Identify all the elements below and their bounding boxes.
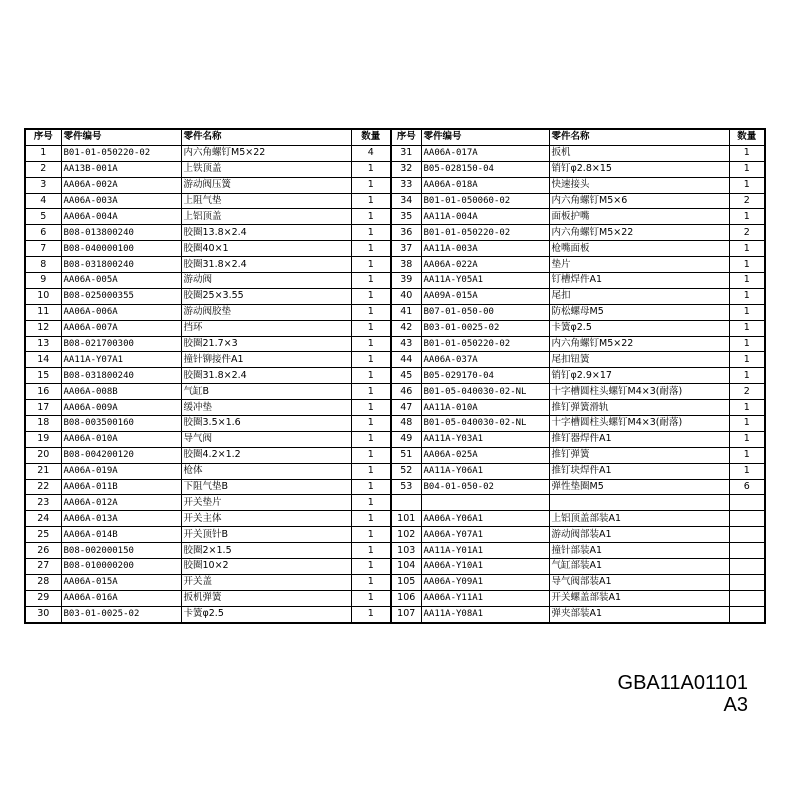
table-row [25, 431, 765, 447]
part-name-right: 上铝顶盖部装A1 [549, 511, 729, 527]
part-code-left: AA13B-001A [61, 161, 181, 177]
part-qty-left: 1 [351, 273, 391, 289]
part-qty-right: 6 [729, 479, 765, 495]
part-qty-right: 1 [729, 241, 765, 257]
table-header-row [25, 129, 765, 145]
part-qty-left: 1 [351, 241, 391, 257]
part-no-left: 6 [25, 225, 61, 241]
part-no-right: 42 [391, 320, 421, 336]
part-no-left: 3 [25, 177, 61, 193]
table-row [25, 606, 765, 622]
part-code-left: AA06A-005A [61, 273, 181, 289]
part-code-left: AA06A-019A [61, 463, 181, 479]
part-code-right: AA06A-018A [421, 177, 549, 193]
part-no-left: 26 [25, 543, 61, 559]
part-no-right: 36 [391, 225, 421, 241]
part-qty-right [729, 495, 765, 511]
part-no-left: 30 [25, 606, 61, 622]
part-no-right [391, 495, 421, 511]
part-name-right: 推钉弹簧滑轨 [549, 400, 729, 416]
table-row [25, 590, 765, 606]
part-no-right: 46 [391, 384, 421, 400]
part-code-left: AA06A-006A [61, 304, 181, 320]
table-row [25, 574, 765, 590]
part-no-right: 103 [391, 543, 421, 559]
part-code-right: AA11A-Y06A1 [421, 463, 549, 479]
part-code-right: AA06A-017A [421, 145, 549, 161]
header-qty-left: 数量 [351, 129, 391, 145]
part-name-right: 销钉φ2.8×15 [549, 161, 729, 177]
part-no-left: 29 [25, 590, 61, 606]
part-name-right: 尾扣钮簧 [549, 352, 729, 368]
table-row [25, 145, 765, 161]
part-no-right: 101 [391, 511, 421, 527]
part-no-right: 34 [391, 193, 421, 209]
part-qty-right [729, 590, 765, 606]
part-name-right: 推钉器焊件A1 [549, 431, 729, 447]
part-no-right: 51 [391, 447, 421, 463]
table-row [25, 416, 765, 432]
part-no-right: 48 [391, 416, 421, 432]
part-qty-left: 1 [351, 193, 391, 209]
part-code-right: B01-05-040030-02-NL [421, 416, 549, 432]
table-row [25, 241, 765, 257]
part-qty-right: 1 [729, 463, 765, 479]
part-qty-right: 1 [729, 416, 765, 432]
part-name-right: 钉槽焊件A1 [549, 273, 729, 289]
part-name-left: 撞针铆接件A1 [181, 352, 351, 368]
part-no-left: 25 [25, 527, 61, 543]
part-qty-right [729, 543, 765, 559]
part-name-left: 胶圈10×2 [181, 559, 351, 575]
part-name-left: 下阻气垫B [181, 479, 351, 495]
part-name-left: 游动阀压簧 [181, 177, 351, 193]
part-name-right: 快速接头 [549, 177, 729, 193]
part-code-left: AA06A-007A [61, 320, 181, 336]
part-qty-right [729, 574, 765, 590]
part-name-right: 推钉弹簧 [549, 447, 729, 463]
part-name-left: 上铁顶盖 [181, 161, 351, 177]
part-no-right: 44 [391, 352, 421, 368]
part-name-left: 挡环 [181, 320, 351, 336]
part-no-left: 4 [25, 193, 61, 209]
part-name-left: 胶圈25×3.55 [181, 288, 351, 304]
part-qty-right: 1 [729, 352, 765, 368]
table-row [25, 543, 765, 559]
part-name-left: 气缸B [181, 384, 351, 400]
part-name-left: 卡簧φ2.5 [181, 606, 351, 622]
part-code-right: AA11A-003A [421, 241, 549, 257]
part-code-right: B01-01-050220-02 [421, 336, 549, 352]
part-code-left: B03-01-0025-02 [61, 606, 181, 622]
part-code-left: B08-025000355 [61, 288, 181, 304]
part-qty-left: 1 [351, 431, 391, 447]
part-name-right: 面板护嘴 [549, 209, 729, 225]
part-name-right: 气缸部装A1 [549, 559, 729, 575]
part-no-right: 107 [391, 606, 421, 622]
part-code-right: AA11A-Y01A1 [421, 543, 549, 559]
part-no-right: 102 [391, 527, 421, 543]
part-qty-right: 1 [729, 273, 765, 289]
part-name-left: 胶圈21.7×3 [181, 336, 351, 352]
part-qty-right: 1 [729, 447, 765, 463]
part-name-left: 胶圈31.8×2.4 [181, 257, 351, 273]
part-qty-right: 1 [729, 288, 765, 304]
part-code-right: AA06A-Y09A1 [421, 574, 549, 590]
part-code-left: AA06A-012A [61, 495, 181, 511]
part-qty-left: 1 [351, 304, 391, 320]
part-name-left: 开关顶针B [181, 527, 351, 543]
part-name-left: 胶圈2×1.5 [181, 543, 351, 559]
table-row [25, 209, 765, 225]
part-qty-left: 1 [351, 320, 391, 336]
part-code-right: AA06A-025A [421, 447, 549, 463]
drawing-number-block [618, 672, 748, 716]
header-name-right: 零件名称 [549, 129, 729, 145]
header-qty-right: 数量 [729, 129, 765, 145]
table-row [25, 511, 765, 527]
part-qty-right: 2 [729, 193, 765, 209]
table-row [25, 304, 765, 320]
part-qty-right: 1 [729, 400, 765, 416]
part-no-left: 27 [25, 559, 61, 575]
part-no-left: 23 [25, 495, 61, 511]
part-code-right: AA11A-Y08A1 [421, 606, 549, 622]
part-name-left: 开关垫片 [181, 495, 351, 511]
part-qty-left: 1 [351, 288, 391, 304]
part-code-left: AA06A-016A [61, 590, 181, 606]
part-no-right: 31 [391, 145, 421, 161]
sheet-size: A3 [723, 694, 748, 716]
part-qty-right: 1 [729, 145, 765, 161]
part-no-left: 1 [25, 145, 61, 161]
table-row [25, 336, 765, 352]
part-name-left: 扳机弹簧 [181, 590, 351, 606]
part-name-left: 胶圈31.8×2.4 [181, 368, 351, 384]
part-qty-left: 1 [351, 447, 391, 463]
part-qty-left: 1 [351, 225, 391, 241]
part-code-left: AA06A-015A [61, 574, 181, 590]
part-code-left: AA06A-013A [61, 511, 181, 527]
part-no-right: 40 [391, 288, 421, 304]
part-qty-right: 1 [729, 257, 765, 273]
header-no-right: 序号 [391, 129, 421, 145]
part-qty-right [729, 606, 765, 622]
part-code-left: B08-004200120 [61, 447, 181, 463]
part-name-left: 导气阀 [181, 431, 351, 447]
part-qty-right [729, 527, 765, 543]
part-code-right: AA06A-037A [421, 352, 549, 368]
part-qty-right: 2 [729, 225, 765, 241]
part-code-right: B01-01-050060-02 [421, 193, 549, 209]
part-code-right: AA06A-Y11A1 [421, 590, 549, 606]
part-qty-right: 1 [729, 177, 765, 193]
part-no-left: 5 [25, 209, 61, 225]
part-code-right: B05-028150-04 [421, 161, 549, 177]
part-name-right: 弹性垫圈M5 [549, 479, 729, 495]
part-code-right: B07-01-050-00 [421, 304, 549, 320]
part-code-right: AA06A-Y06A1 [421, 511, 549, 527]
part-name-right: 推钉块焊件A1 [549, 463, 729, 479]
part-no-right: 53 [391, 479, 421, 495]
part-qty-left: 4 [351, 145, 391, 161]
part-code-right: AA11A-010A [421, 400, 549, 416]
part-no-left: 20 [25, 447, 61, 463]
part-qty-right: 1 [729, 209, 765, 225]
part-no-right: 49 [391, 431, 421, 447]
header-code-right: 零件编号 [421, 129, 549, 145]
part-code-left: B08-013800240 [61, 225, 181, 241]
part-code-left: AA06A-010A [61, 431, 181, 447]
part-name-left: 上阻气垫 [181, 193, 351, 209]
part-qty-right: 2 [729, 384, 765, 400]
part-qty-left: 1 [351, 479, 391, 495]
part-no-left: 24 [25, 511, 61, 527]
part-qty-right: 1 [729, 161, 765, 177]
part-name-right: 导气阀部装A1 [549, 574, 729, 590]
part-qty-left: 1 [351, 559, 391, 575]
part-no-left: 8 [25, 257, 61, 273]
part-name-right: 尾扣 [549, 288, 729, 304]
part-name-right: 防松螺母M5 [549, 304, 729, 320]
part-name-left: 上铝顶盖 [181, 209, 351, 225]
part-no-left: 16 [25, 384, 61, 400]
table-row [25, 193, 765, 209]
table-row [25, 273, 765, 289]
table-row [25, 495, 765, 511]
table-row [25, 559, 765, 575]
part-no-right: 33 [391, 177, 421, 193]
part-code-left: B08-040000100 [61, 241, 181, 257]
parts-list-table [24, 128, 766, 624]
part-no-right: 106 [391, 590, 421, 606]
part-qty-left: 1 [351, 606, 391, 622]
part-name-right: 十字槽圆柱头螺钉M4×3(耐落) [549, 416, 729, 432]
part-name-right: 十字槽圆柱头螺钉M4×3(耐落) [549, 384, 729, 400]
part-code-left: AA06A-009A [61, 400, 181, 416]
part-qty-left: 1 [351, 416, 391, 432]
drawing-number: GBA11A01101 [617, 672, 748, 694]
part-code-right: AA11A-Y03A1 [421, 431, 549, 447]
part-qty-left: 1 [351, 161, 391, 177]
part-qty-right: 1 [729, 336, 765, 352]
part-name-left: 游动阀 [181, 273, 351, 289]
header-no-left: 序号 [25, 129, 61, 145]
part-code-left: B08-021700300 [61, 336, 181, 352]
part-name-left: 开关盖 [181, 574, 351, 590]
part-no-right: 45 [391, 368, 421, 384]
table-row [25, 225, 765, 241]
table-row [25, 288, 765, 304]
part-code-left: B08-010000200 [61, 559, 181, 575]
part-no-left: 2 [25, 161, 61, 177]
part-no-right: 105 [391, 574, 421, 590]
part-name-right: 内六角螺钉M5×22 [549, 225, 729, 241]
part-qty-right [729, 559, 765, 575]
table-row [25, 320, 765, 336]
part-code-right: AA06A-Y07A1 [421, 527, 549, 543]
part-qty-left: 1 [351, 368, 391, 384]
part-name-right: 弹夹部装A1 [549, 606, 729, 622]
part-code-right: AA09A-015A [421, 288, 549, 304]
table-row [25, 400, 765, 416]
header-name-left: 零件名称 [181, 129, 351, 145]
part-no-right: 52 [391, 463, 421, 479]
part-qty-right: 1 [729, 368, 765, 384]
part-no-right: 32 [391, 161, 421, 177]
part-no-right: 35 [391, 209, 421, 225]
part-no-left: 10 [25, 288, 61, 304]
part-code-left: AA06A-003A [61, 193, 181, 209]
table-row [25, 177, 765, 193]
part-name-right: 销钉φ2.9×17 [549, 368, 729, 384]
part-name-right: 开关螺盖部装A1 [549, 590, 729, 606]
part-no-right: 39 [391, 273, 421, 289]
part-no-right: 41 [391, 304, 421, 320]
part-code-right: AA11A-Y05A1 [421, 273, 549, 289]
part-code-left: B08-031800240 [61, 368, 181, 384]
part-name-right: 游动阀部装A1 [549, 527, 729, 543]
part-qty-right [729, 511, 765, 527]
part-code-right: B04-01-050-02 [421, 479, 549, 495]
table-row [25, 479, 765, 495]
part-code-left: B08-003500160 [61, 416, 181, 432]
part-no-left: 7 [25, 241, 61, 257]
part-code-left: B08-031800240 [61, 257, 181, 273]
part-no-left: 19 [25, 431, 61, 447]
part-qty-left: 1 [351, 527, 391, 543]
part-name-right: 卡簧φ2.5 [549, 320, 729, 336]
table-row [25, 447, 765, 463]
part-no-left: 22 [25, 479, 61, 495]
part-code-right: B03-01-0025-02 [421, 320, 549, 336]
part-name-left: 胶圈40×1 [181, 241, 351, 257]
part-no-left: 9 [25, 273, 61, 289]
part-code-right [421, 495, 549, 511]
part-code-left: AA06A-008B [61, 384, 181, 400]
part-name-right [549, 495, 729, 511]
table-row [25, 463, 765, 479]
part-no-left: 13 [25, 336, 61, 352]
part-no-left: 21 [25, 463, 61, 479]
part-qty-right: 1 [729, 304, 765, 320]
part-code-left: AA06A-004A [61, 209, 181, 225]
part-qty-left: 1 [351, 511, 391, 527]
part-qty-left: 1 [351, 463, 391, 479]
table-row [25, 257, 765, 273]
part-code-left: B08-002000150 [61, 543, 181, 559]
table-row [25, 527, 765, 543]
part-code-right: B05-029170-04 [421, 368, 549, 384]
part-code-left: AA11A-Y07A1 [61, 352, 181, 368]
part-name-right: 撞针部装A1 [549, 543, 729, 559]
part-code-right: AA11A-004A [421, 209, 549, 225]
part-no-left: 18 [25, 416, 61, 432]
part-name-right: 枪嘴面板 [549, 241, 729, 257]
part-code-right: B01-01-050220-02 [421, 225, 549, 241]
part-qty-left: 1 [351, 590, 391, 606]
part-no-left: 12 [25, 320, 61, 336]
part-name-right: 内六角螺钉M5×6 [549, 193, 729, 209]
part-no-left: 14 [25, 352, 61, 368]
part-code-right: AA06A-022A [421, 257, 549, 273]
part-qty-left: 1 [351, 574, 391, 590]
part-qty-left: 1 [351, 336, 391, 352]
part-no-right: 38 [391, 257, 421, 273]
part-name-right: 内六角螺钉M5×22 [549, 336, 729, 352]
part-code-left: AA06A-014B [61, 527, 181, 543]
part-code-right: B01-05-040030-02-NL [421, 384, 549, 400]
part-qty-left: 1 [351, 400, 391, 416]
part-name-left: 胶圈3.5×1.6 [181, 416, 351, 432]
part-no-left: 17 [25, 400, 61, 416]
part-name-left: 枪体 [181, 463, 351, 479]
part-qty-left: 1 [351, 352, 391, 368]
part-qty-left: 1 [351, 257, 391, 273]
part-name-left: 缓冲垫 [181, 400, 351, 416]
table-row [25, 352, 765, 368]
part-qty-left: 1 [351, 384, 391, 400]
part-name-left: 胶圈4.2×1.2 [181, 447, 351, 463]
part-code-left: B01-01-050220-02 [61, 145, 181, 161]
part-name-right: 垫片 [549, 257, 729, 273]
parts-table-body [25, 145, 765, 622]
part-no-right: 47 [391, 400, 421, 416]
table-row [25, 384, 765, 400]
part-no-right: 104 [391, 559, 421, 575]
part-code-right: AA06A-Y10A1 [421, 559, 549, 575]
part-qty-right: 1 [729, 431, 765, 447]
part-qty-left: 1 [351, 177, 391, 193]
part-name-right: 扳机 [549, 145, 729, 161]
part-name-left: 游动阀胶垫 [181, 304, 351, 320]
part-no-right: 37 [391, 241, 421, 257]
part-name-left: 内六角螺钉M5×22 [181, 145, 351, 161]
part-qty-right: 1 [729, 320, 765, 336]
part-qty-left: 1 [351, 209, 391, 225]
part-no-right: 43 [391, 336, 421, 352]
part-name-left: 胶圈13.8×2.4 [181, 225, 351, 241]
table-row [25, 368, 765, 384]
part-code-left: AA06A-002A [61, 177, 181, 193]
part-code-left: AA06A-011B [61, 479, 181, 495]
part-no-left: 15 [25, 368, 61, 384]
part-no-left: 28 [25, 574, 61, 590]
table-row [25, 161, 765, 177]
part-qty-left: 1 [351, 495, 391, 511]
part-no-left: 11 [25, 304, 61, 320]
part-name-left: 开关主体 [181, 511, 351, 527]
part-qty-left: 1 [351, 543, 391, 559]
header-code-left: 零件编号 [61, 129, 181, 145]
